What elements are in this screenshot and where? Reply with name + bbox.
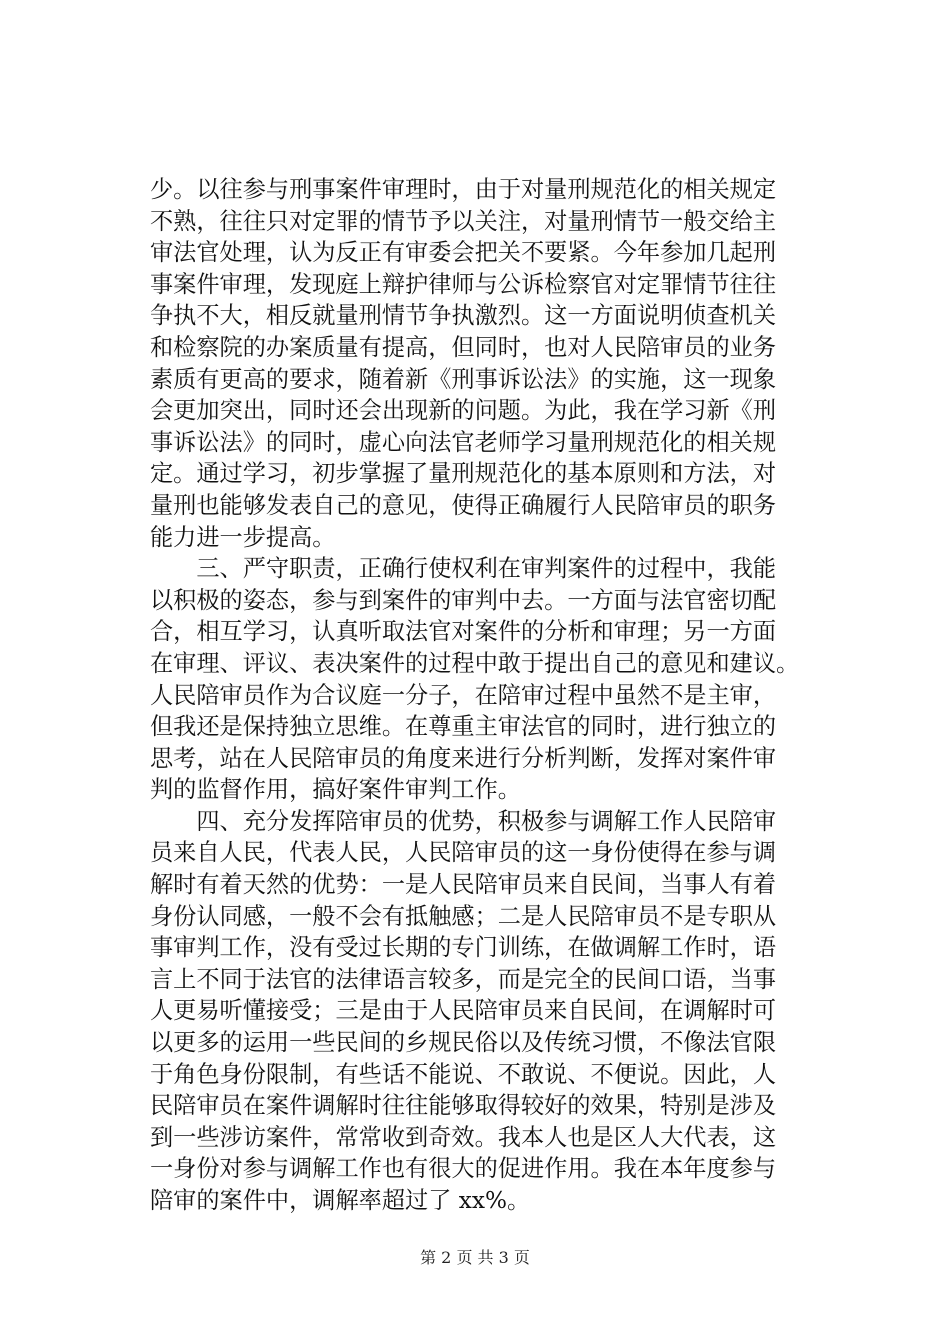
text-line: 人民陪审员作为合议庭一分子，在陪审过程中虽然不是主审， — [150, 681, 777, 709]
text-line: 以积极的姿态，参与到案件的审判中去。一方面与法官密切配 — [150, 586, 777, 614]
text-line: 事审判工作，没有受过长期的专门训练，在做调解工作时，语 — [150, 934, 777, 962]
text-line: 思考，站在人民陪审员的角度来进行分析判断，发挥对案件审 — [150, 744, 777, 772]
text-line: 人更易听懂接受；三是由于人民陪审员来自民间，在调解时可 — [150, 997, 777, 1025]
text-line: 定。通过学习，初步掌握了量刑规范化的基本原则和方法，对 — [150, 460, 777, 488]
text-line: 以更多的运用一些民间的乡规民俗以及传统习惯，不像法官限 — [150, 1029, 777, 1057]
text-line: 量刑也能够发表自己的意见，使得正确履行人民陪审员的职务 — [150, 491, 777, 519]
body-text — [150, 174, 822, 1217]
text-line: 争执不大，相反就量刑情节争执激烈。这一方面说明侦查机关 — [150, 302, 777, 330]
text-line: 到一些涉访案件，常常收到奇效。我本人也是区人大代表，这 — [150, 1123, 777, 1151]
text-line: 判的监督作用，搞好案件审判工作。 — [150, 776, 521, 804]
text-line: 民陪审员在案件调解时往往能够取得较好的效果，特别是涉及 — [150, 1092, 777, 1120]
text-line: 员来自人民，代表人民，人民陪审员的这一身份使得在参与调 — [150, 839, 777, 867]
text-line: 于角色身份限制，有些话不能说、不敢说、不便说。因此，人 — [150, 1060, 777, 1088]
text-line: 少。以往参与刑事案件审理时，由于对量刑规范化的相关规定 — [150, 176, 777, 203]
page-footer: 第 2 页 共 3 页 — [420, 1248, 530, 1267]
text-line: 事案件审理，发现庭上辩护律师与公诉检察官对定罪情节往往 — [150, 270, 777, 298]
text-line: 能力进一步提高。 — [150, 523, 336, 551]
text-line: 不熟，往往只对定罪的情节予以关注，对量刑情节一般交给主 — [150, 207, 777, 235]
text-line: 合，相互学习，认真听取法官对案件的分析和审理；另一方面 — [150, 618, 777, 646]
text-line: 在审理、评议、表决案件的过程中敢于提出自己的意见和建议。 — [150, 649, 800, 677]
text-line: 素质有更高的要求，随着新《刑事诉讼法》的实施，这一现象 — [150, 365, 777, 393]
text-line: 三、严守职责，正确行使权利在审判案件的过程中，我能 — [150, 555, 777, 583]
text-line: 审法官处理，认为反正有审委会把关不要紧。今年参加几起刑 — [150, 239, 777, 267]
text-line: 但我还是保持独立思维。在尊重主审法官的同时，进行独立的 — [150, 713, 777, 741]
text-line: 言上不同于法官的法律语言较多，而是完全的民间口语，当事 — [150, 965, 777, 993]
text-line: 陪审的案件中，调解率超过了 xx%。 — [150, 1187, 531, 1214]
text-line: 会更加突出，同时还会出现新的问题。为此，我在学习新《刑 — [150, 397, 777, 425]
text-line: 事诉讼法》的同时，虚心向法官老师学习量刑规范化的相关规 — [150, 428, 777, 456]
text-line: 四、充分发挥陪审员的优势，积极参与调解工作人民陪审 — [150, 807, 777, 835]
text-line: 身份认同感，一般不会有抵触感；二是人民陪审员不是专职从 — [150, 902, 777, 930]
text-line: 和检察院的办案质量有提高，但同时，也对人民陪审员的业务 — [150, 333, 777, 361]
text-line: 一身份对参与调解工作也有很大的促进作用。我在本年度参与 — [150, 1155, 777, 1183]
text-line: 解时有着天然的优势：一是人民陪审员来自民间，当事人有着 — [150, 871, 777, 899]
